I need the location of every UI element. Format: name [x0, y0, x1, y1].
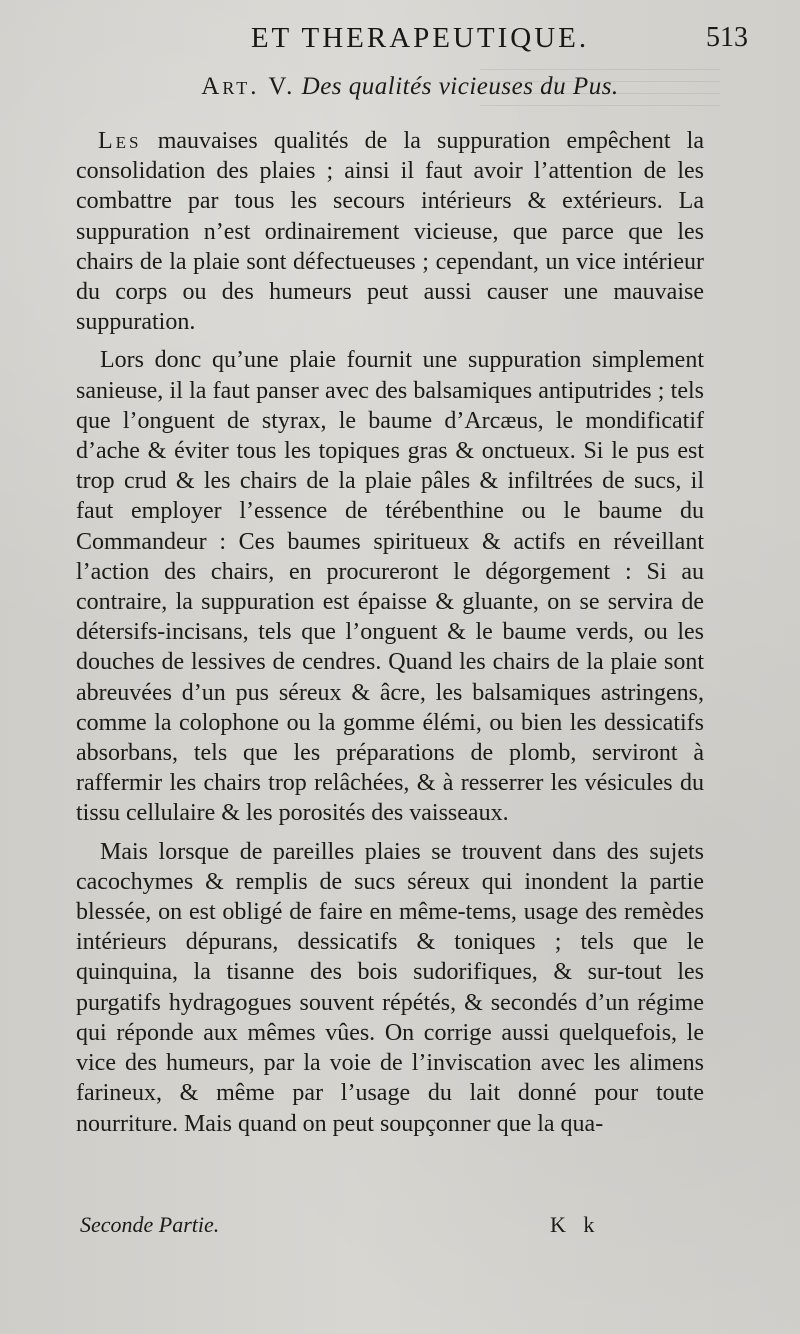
article-title: Des qualités vicieuses du Pus.	[301, 73, 619, 100]
paragraph-1	[76, 126, 704, 337]
paragraph-3-text: Mais lorsque de pareilles plaies se trouvent dans des sujets cacochymes & remplis de sucs séreux qui inondent la partie blessée, on est obligé de faire en même-tems, usage des remèdes intérieurs dépurans, dessicatifs & toniques ; tels que le quinquina, la tisanne des bois sudorifiques, & sur-tout les purgatifs hydragogues souvent répétés, & secondés d’un régime qui réponde aux mêmes vûes. On corrige aussi quelquefois, le vice des humeurs, par la voie de l’inviscation avec les alimens farineux, & même par l’usage du lait donné pour toute nourriture. Mais quand on peut soupçonner que la qua-	[76, 838, 704, 1137]
paragraph-1-lead: Les	[98, 128, 142, 154]
signature-line: Seconde Partie.	[80, 1212, 220, 1237]
running-header	[76, 18, 748, 66]
paragraph-2-text: Lors donc qu’une plaie fournit une suppuration simplement sanieuse, il la faut panser avec des balsamiques antiputrides ; tels que l’onguent de styrax, le baume d’Arcæus, le mondificatif d’ache & éviter tous les topiques gras & onctueux. Si le pus est trop crud & les chairs de la plaie pâles & infiltrées de sucs, il faut employer l’essence de térébenthine ou le baume du Commandeur : Ces baumes spiritueux & actifs en réveillant l’action des chairs, en procureront le dégorgement : Si au contraire, la suppuration est épaisse & gluante, on se servira de détersifs-incisans, tels que l’onguent & le baume verds, ou les douches de lessives de cendres. Quand les chairs de la plaie sont abreuvées d’un pus séreux & âcre, les balsamiques astringens, comme la colophone ou la gomme élémi, ou bien les dessicatifs absorbans, tels que les préparations de plomb, serviront à raffermir les chairs trop relâchées, & à resserrer les vésicules du tissu cellulaire & les porosités des vaisseaux.	[76, 347, 704, 827]
article-label: Art. V.	[201, 73, 296, 100]
running-title: ET THERAPEUTIQUE.	[250, 22, 590, 54]
page-number: 513	[706, 22, 748, 53]
paragraph-3	[76, 837, 704, 1139]
page-footer	[76, 1212, 704, 1246]
article-heading	[116, 72, 704, 102]
paragraph-1-text: mauvaises qualités de la suppuration empêchent la consolidation des plaies ; ainsi il faut avoir l’attention de les combattre par tous les secours intérieurs & extérieurs. La suppuration n’est ordinairement vicieuse, que parce que les chairs de la plaie sont défectueuses ; cependant, un vice intérieur du corps ou des humeurs peut aussi causer une mauvaise suppuration.	[76, 128, 704, 336]
article-body	[76, 126, 704, 1139]
paragraph-2	[76, 345, 704, 828]
signature-mark: K k	[550, 1212, 601, 1237]
